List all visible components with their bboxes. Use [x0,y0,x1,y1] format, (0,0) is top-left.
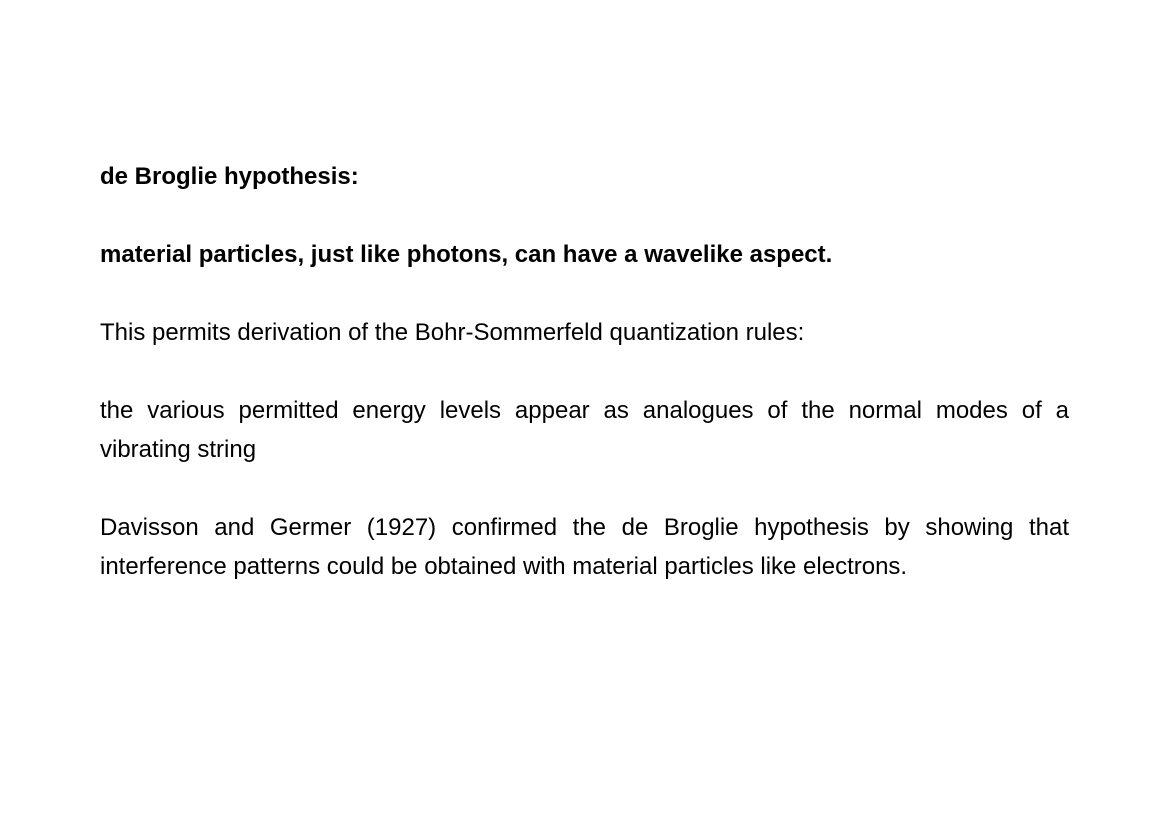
hypothesis-statement: material particles, just like photons, can have a wavelike aspect. [100,241,833,268]
energy-levels-paragraph: the various permitted energy levels appear as analogues of the normal modes of a vibrating string [100,397,1069,463]
slide-heading: de Broglie hypothesis: [100,163,359,190]
slide-content [100,157,1069,586]
confirmation-paragraph: Davisson and Germer (1927) confirmed the de Broglie hypothesis by showing that interference patterns could be obtained with material particles like electrons. [100,514,1069,580]
derivation-paragraph: This permits derivation of the Bohr-Sommerfeld quantization rules: [100,319,805,346]
